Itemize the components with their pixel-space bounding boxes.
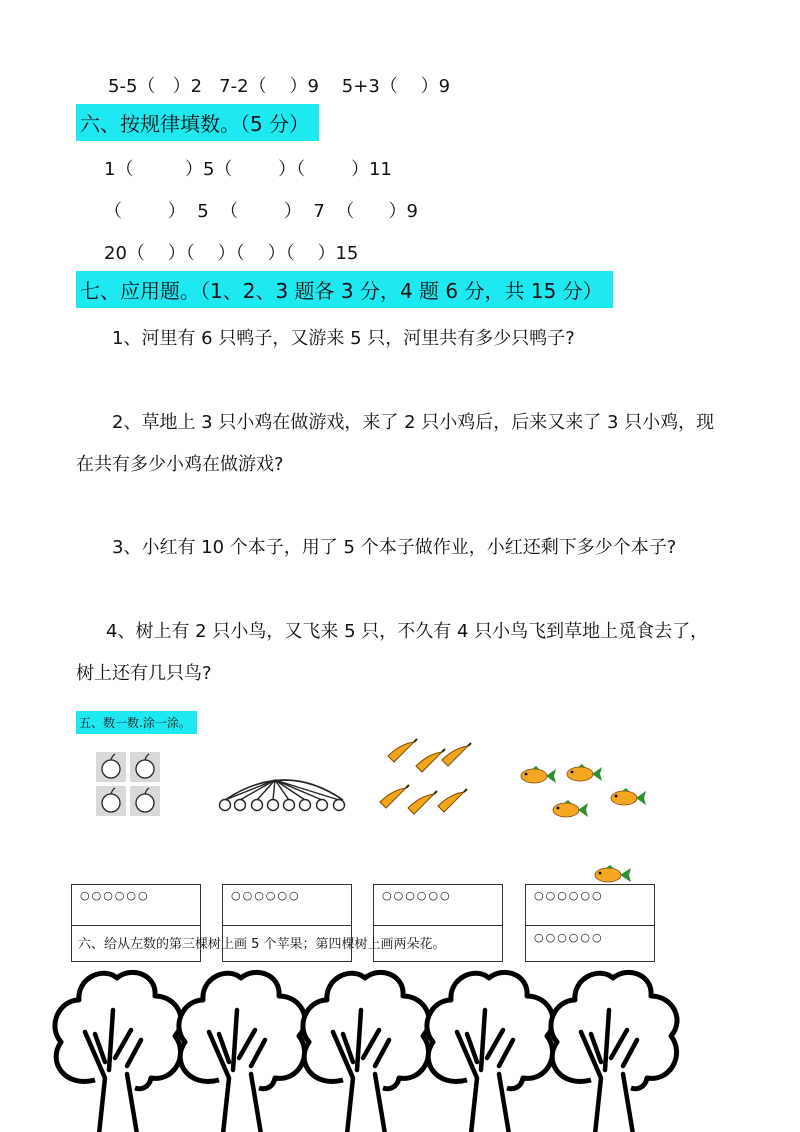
tree-instruction: 六、给从左数的第三棵树上画 5 个苹果；第四棵树上画两朵花。 bbox=[78, 937, 446, 952]
question-4-line1: 4、树上有 2 只小鸟，又飞来 5 只，不久有 4 只小鸟飞到草地上觅食去了， bbox=[106, 621, 709, 642]
pattern-row-1: 1（ ）5（ ）（ ）11 bbox=[104, 159, 392, 180]
tree-row bbox=[55, 968, 755, 1132]
question-2-line1: 2、草地上 3 只小鸡在做游戏，来了 2 只小鸡后，后来又来了 3 只小鸡，现 bbox=[112, 412, 715, 433]
compare-line: 5-5（ ）2 7-2（ ）9 5+3（ ）9 bbox=[108, 76, 451, 97]
pattern-row-2: （ ） 5 （ ） 7 （ ）9 bbox=[104, 201, 419, 222]
question-4-line2: 树上还有几只鸟? bbox=[76, 663, 212, 684]
section7-heading: 七、应用题。（1、2、3 题各 3 分，4 题 6 分，共 15 分） bbox=[76, 271, 613, 308]
question-3: 3、小红有 10 个本子，用了 5 个本子做作业，小红还剩下多少个本子? bbox=[112, 537, 677, 558]
tree-icon bbox=[179, 972, 305, 1132]
banana-icon bbox=[380, 738, 475, 818]
tree-icon bbox=[427, 972, 553, 1132]
tree-icon bbox=[303, 972, 429, 1132]
circle-row: ○○○○○○ bbox=[80, 889, 150, 902]
circle-row: ○○○○○○ bbox=[534, 889, 604, 902]
section5-heading: 五、数一数.涂一涂。 bbox=[76, 711, 197, 734]
tree-icon bbox=[55, 972, 181, 1132]
question-1: 1、河里有 6 只鸭子，又游来 5 只，河里共有多少只鸭子? bbox=[112, 328, 575, 349]
fish-icon bbox=[518, 764, 658, 830]
abacus-icon bbox=[215, 778, 350, 818]
tree-icon bbox=[551, 972, 677, 1132]
circle-row: ○○○○○○ bbox=[231, 889, 301, 902]
circle-row: ○○○○○○ bbox=[382, 889, 452, 902]
fish-icon bbox=[594, 864, 636, 886]
question-2-line2: 在共有多少小鸡在做游戏? bbox=[76, 454, 284, 475]
apple-icon bbox=[96, 752, 166, 818]
circle-row: ○○○○○○ bbox=[534, 931, 604, 944]
pattern-row-3: 20（ ）（ ）（ ）（ ）15 bbox=[104, 243, 359, 264]
section6-heading: 六、按规律填数。（5 分） bbox=[76, 104, 319, 141]
